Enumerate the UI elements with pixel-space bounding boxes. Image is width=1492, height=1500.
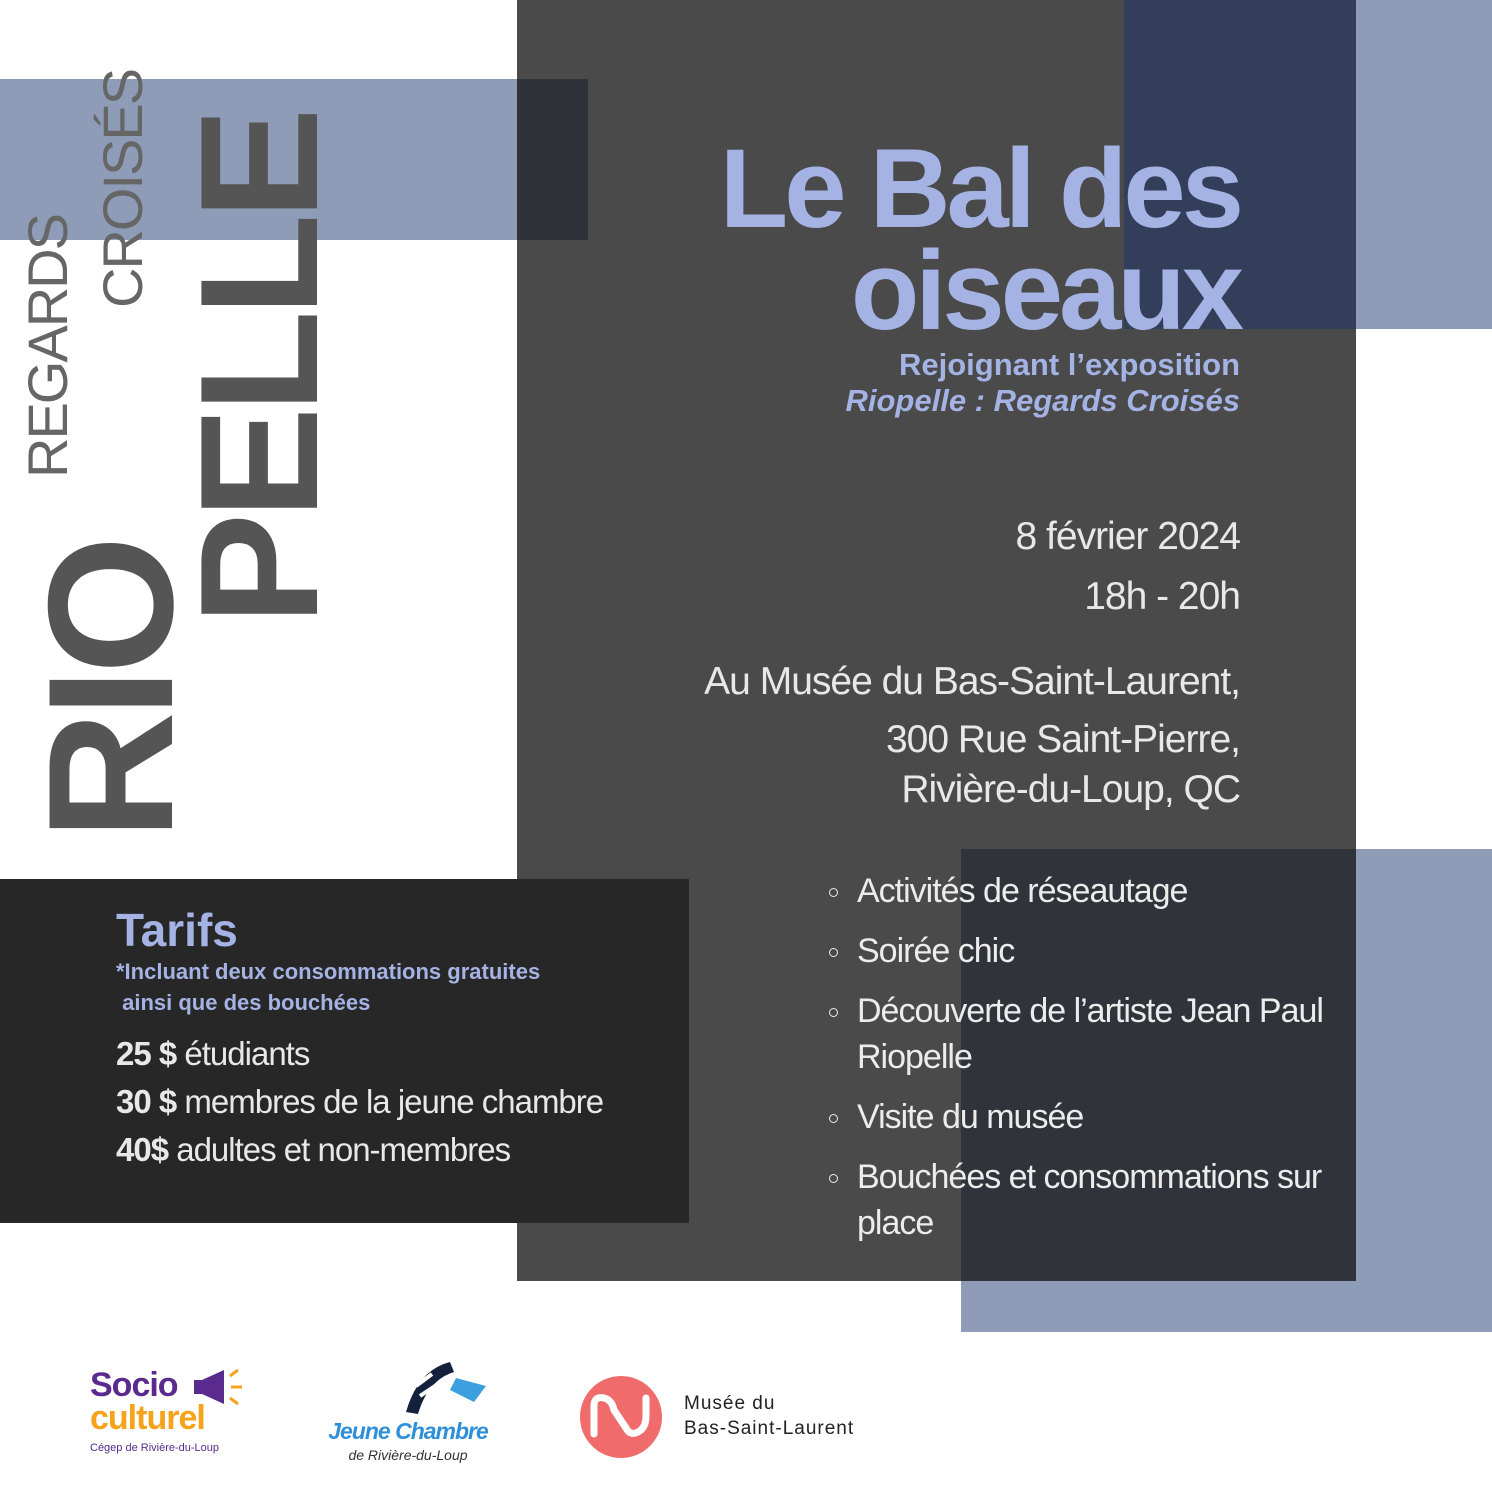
- logo-jeune-chambre: [318, 1356, 498, 1468]
- jc-sub: de Rivière-du-Loup: [348, 1447, 468, 1463]
- cegep-word: Cégep de Rivière-du-Loup: [90, 1442, 220, 1454]
- price-label: adultes et non-membres: [168, 1131, 511, 1168]
- price-label: membres de la jeune chambre: [176, 1083, 604, 1120]
- side-title-croises: CROISÉS: [91, 69, 154, 308]
- list-item: Visite du musée: [825, 1094, 1335, 1140]
- event-title-line2: oiseaux: [850, 228, 1240, 353]
- event-title-line1: Le Bal des: [719, 126, 1240, 251]
- tarifs-note: *Incluant deux consommations gratuites ainsi que des bouchées: [116, 959, 541, 1015]
- price-line: [116, 1130, 510, 1170]
- event-venue: Au Musée du Bas-Saint-Laurent,: [704, 660, 1240, 703]
- side-title-pelle: PELLE: [165, 113, 353, 625]
- price-amount: 40$: [116, 1131, 169, 1168]
- logo-musee-bas-saint-laurent: [580, 1376, 900, 1460]
- list-item: Soirée chic: [825, 928, 1335, 974]
- list-item: Bouchées et consommations sur place: [825, 1154, 1335, 1246]
- mbsl-line1: Musée du: [684, 1393, 776, 1414]
- mbsl-line2: Bas-Saint-Laurent: [684, 1418, 855, 1439]
- activities-list: [825, 868, 1335, 1260]
- overlap-block-left: [517, 79, 588, 240]
- tarifs-title: Tarifs: [116, 904, 238, 956]
- event-street: 300 Rue Saint-Pierre,: [885, 718, 1240, 761]
- subtitle-line1: Rejoignant l’exposition: [898, 347, 1240, 382]
- event-city: Rivière-du-Loup, QC: [901, 768, 1240, 811]
- tarifs-panel: [0, 879, 689, 1223]
- event-time: 18h - 20h: [1084, 575, 1240, 618]
- price-line: [116, 1082, 603, 1122]
- subtitle-line2: Riopelle : Regards Croisés: [845, 383, 1240, 418]
- logo-socio-culturel: [90, 1368, 255, 1468]
- price-amount: 30 $: [116, 1083, 177, 1120]
- socio-word: Socio: [90, 1366, 178, 1404]
- side-title-regards: REGARDS: [16, 215, 79, 478]
- list-item: Activités de réseautage: [825, 868, 1335, 914]
- mbsl-circle-icon: [580, 1376, 662, 1458]
- jc-wing-icon: [398, 1356, 488, 1416]
- event-date: 8 février 2024: [1015, 515, 1240, 558]
- list-item: Découverte de l’artiste Jean Paul Riopelle: [825, 988, 1335, 1080]
- price-label: étudiants: [176, 1035, 310, 1072]
- price-line: [116, 1034, 309, 1074]
- jc-word: Jeune Chambre: [328, 1418, 488, 1444]
- price-amount: 25 $: [116, 1035, 177, 1072]
- culturel-word: culturel: [90, 1399, 205, 1437]
- megaphone-icon: [190, 1368, 250, 1408]
- event-title: [600, 126, 1240, 353]
- side-title-rio: RIO: [11, 541, 210, 840]
- blue-block-top-right: [1356, 0, 1492, 329]
- event-subtitle: [700, 347, 1240, 419]
